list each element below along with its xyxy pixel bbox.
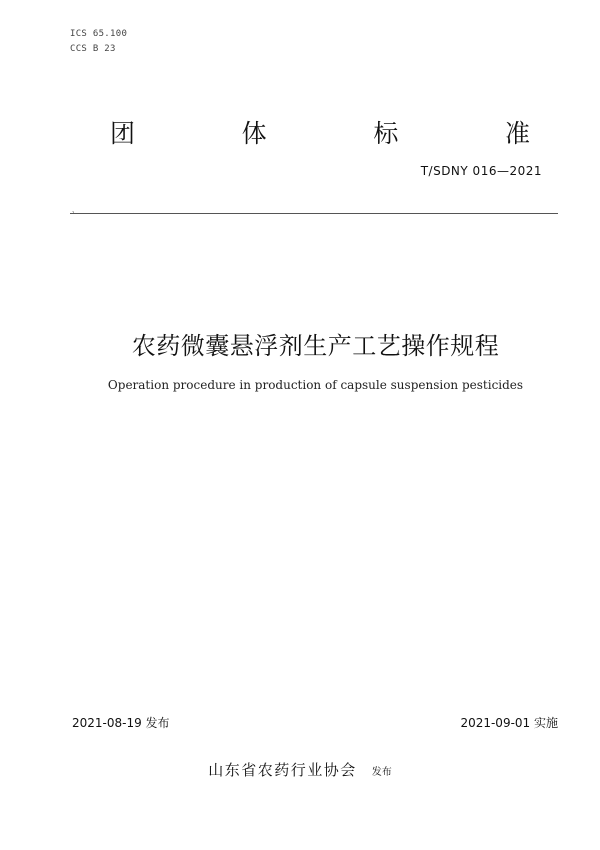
standard-number: T/SDNY 016—2021 <box>420 164 542 178</box>
issue-date: 2021-08-19 发布 <box>72 716 170 730</box>
ics-code: ICS 65.100 <box>70 29 128 39</box>
document-title-cn: 农药微囊悬浮剂生产工艺操作规程 <box>131 332 500 360</box>
standard-type-char: 准 <box>504 119 530 148</box>
publisher-line <box>0 759 600 780</box>
ccs-code: CCS B 23 <box>70 44 116 54</box>
document-title-en: Operation procedure in production of capsule suspension pesticides <box>107 378 524 392</box>
implementation-date: 2021-09-01 实施 <box>460 716 558 730</box>
standard-type-char: 团 <box>110 119 136 148</box>
separator-mark: 、 <box>72 206 79 214</box>
standard-type-char: 体 <box>241 119 267 148</box>
header-divider <box>70 213 558 214</box>
standard-type-char: 标 <box>373 119 399 148</box>
standard-type-heading <box>110 114 530 150</box>
publisher-organization: 山东省农药行业协会 <box>208 761 357 779</box>
publisher-action: 发布 <box>371 767 392 778</box>
